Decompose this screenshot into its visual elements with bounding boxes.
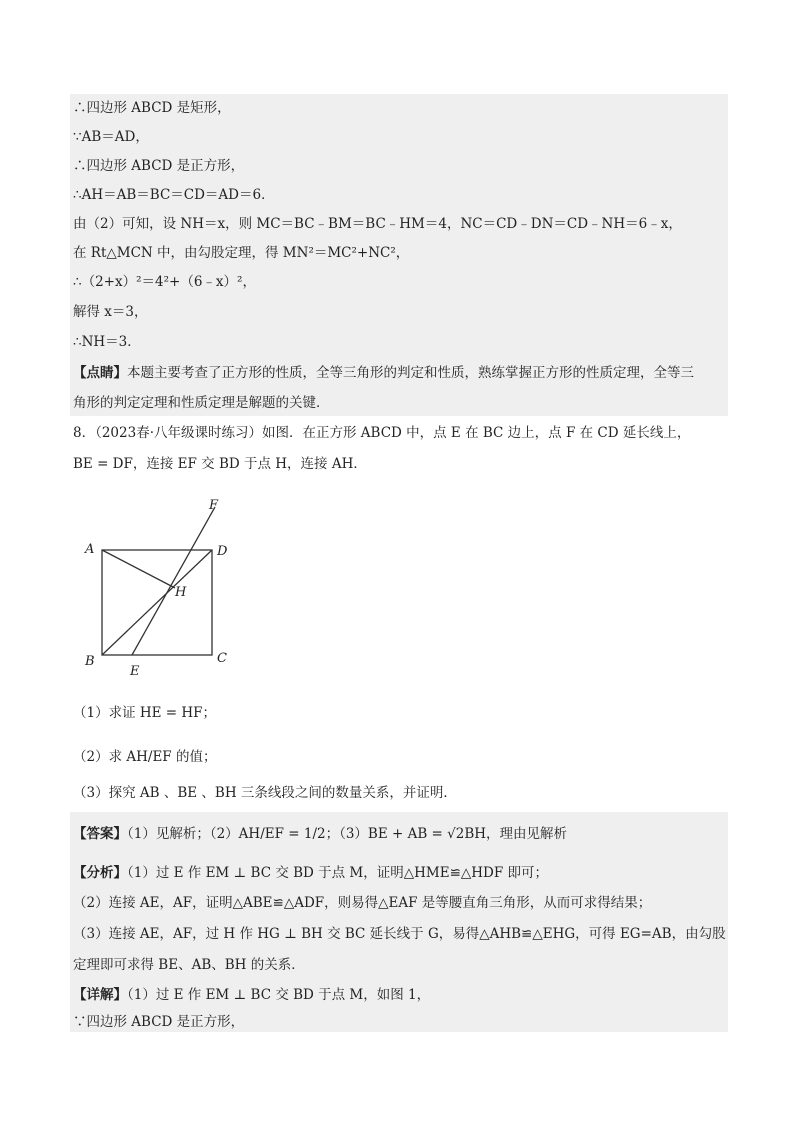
analysis-line-2: （2）连接 AE，AF，证明△ABE≌△ADF，则易得△EAF 是等腰直角三角形，从而可求得结果； xyxy=(73,895,652,911)
label-f: F xyxy=(209,498,219,513)
solution-line: ∴四边形 ABCD 是正方形， xyxy=(73,158,245,174)
detail-line-1 xyxy=(73,986,430,1004)
detail-text: （1）过 E 作 EM ⊥ BC 交 BD 于点 M，如图 1， xyxy=(127,987,431,1003)
answer-line xyxy=(73,825,567,843)
solution-line: 由（2）可知，设 NH＝x，则 MC＝BC﹣BM＝BC﹣HM＝4，NC＝CD﹣DN＝CD﹣NH＝6﹣x， xyxy=(73,216,682,232)
segment-ah xyxy=(102,550,175,588)
analysis-text: （1）过 E 作 EM ⊥ BC 交 BD 于点 M，证明△HME≌△HDF 即可； xyxy=(127,865,549,881)
segment-ef xyxy=(132,507,215,655)
label-c: C xyxy=(217,651,227,666)
solution-line: ∴AH＝AB＝BC＝CD＝AD＝6． xyxy=(73,187,275,203)
diagonal-bd xyxy=(102,550,212,655)
analysis-label: 【分析】 xyxy=(73,865,127,881)
problem-stem-line-1: 8．（2023春·八年级课时练习）如图．在正方形 ABCD 中，点 E 在 BC 边上，点 F 在 CD 延长线上， xyxy=(73,425,691,441)
solution-line: ∴NH＝3． xyxy=(73,334,141,350)
label-h: H xyxy=(175,585,187,600)
label-b: B xyxy=(85,654,95,669)
label-d: D xyxy=(217,544,228,559)
comment-line-2: 角形的判定定理和性质定理是解题的关键． xyxy=(73,395,330,411)
solution-line: ∵AB＝AD， xyxy=(73,129,149,145)
geometry-figure xyxy=(80,495,340,685)
label-a: A xyxy=(85,542,95,557)
detail-line-2: ∵四边形 ABCD 是正方形， xyxy=(73,1014,245,1030)
analysis-line-1 xyxy=(73,864,548,882)
solution-line: 解得 x＝3， xyxy=(73,304,148,320)
answer-text: （1）见解析；（2）AH/EF = 1/2；（3）BE + AB = √2BH，理由见解析 xyxy=(127,826,568,842)
question-2: （2）求 AH/EF 的值； xyxy=(73,749,217,765)
question-1: （1）求证 HE = HF； xyxy=(73,705,217,721)
solution-line: 在 Rt△MCN 中，由勾股定理，得 MN²＝MC²+NC²， xyxy=(73,245,410,261)
problem-stem-line-2: BE = DF，连接 EF 交 BD 于点 H，连接 AH． xyxy=(73,456,367,472)
answer-label: 【答案】 xyxy=(73,826,127,842)
analysis-line-4: 定理即可求得 BE、AB、BH 的关系． xyxy=(73,957,305,973)
question-3: （3）探究 AB 、BE 、BH 三条线段之间的数量关系，并证明． xyxy=(73,785,457,801)
comment-line xyxy=(73,364,694,382)
comment-text: 本题主要考查了正方形的性质，全等三角形的判定和性质，熟练掌握正方形的性质定理，全等三 xyxy=(127,365,694,381)
solution-line: ∴四边形 ABCD 是矩形， xyxy=(73,100,231,116)
label-e: E xyxy=(130,664,140,679)
comment-label: 【点睛】 xyxy=(73,365,127,381)
analysis-line-3: （3）连接 AE，AF，过 H 作 HG ⊥ BH 交 BC 延长线于 G，易得△AHB≌△EHG，可得 EG=AB，由勾股 xyxy=(73,926,726,942)
solution-line: ∴（2+x）²＝4²+（6﹣x）²， xyxy=(73,274,256,290)
detail-label: 【详解】 xyxy=(73,987,127,1003)
